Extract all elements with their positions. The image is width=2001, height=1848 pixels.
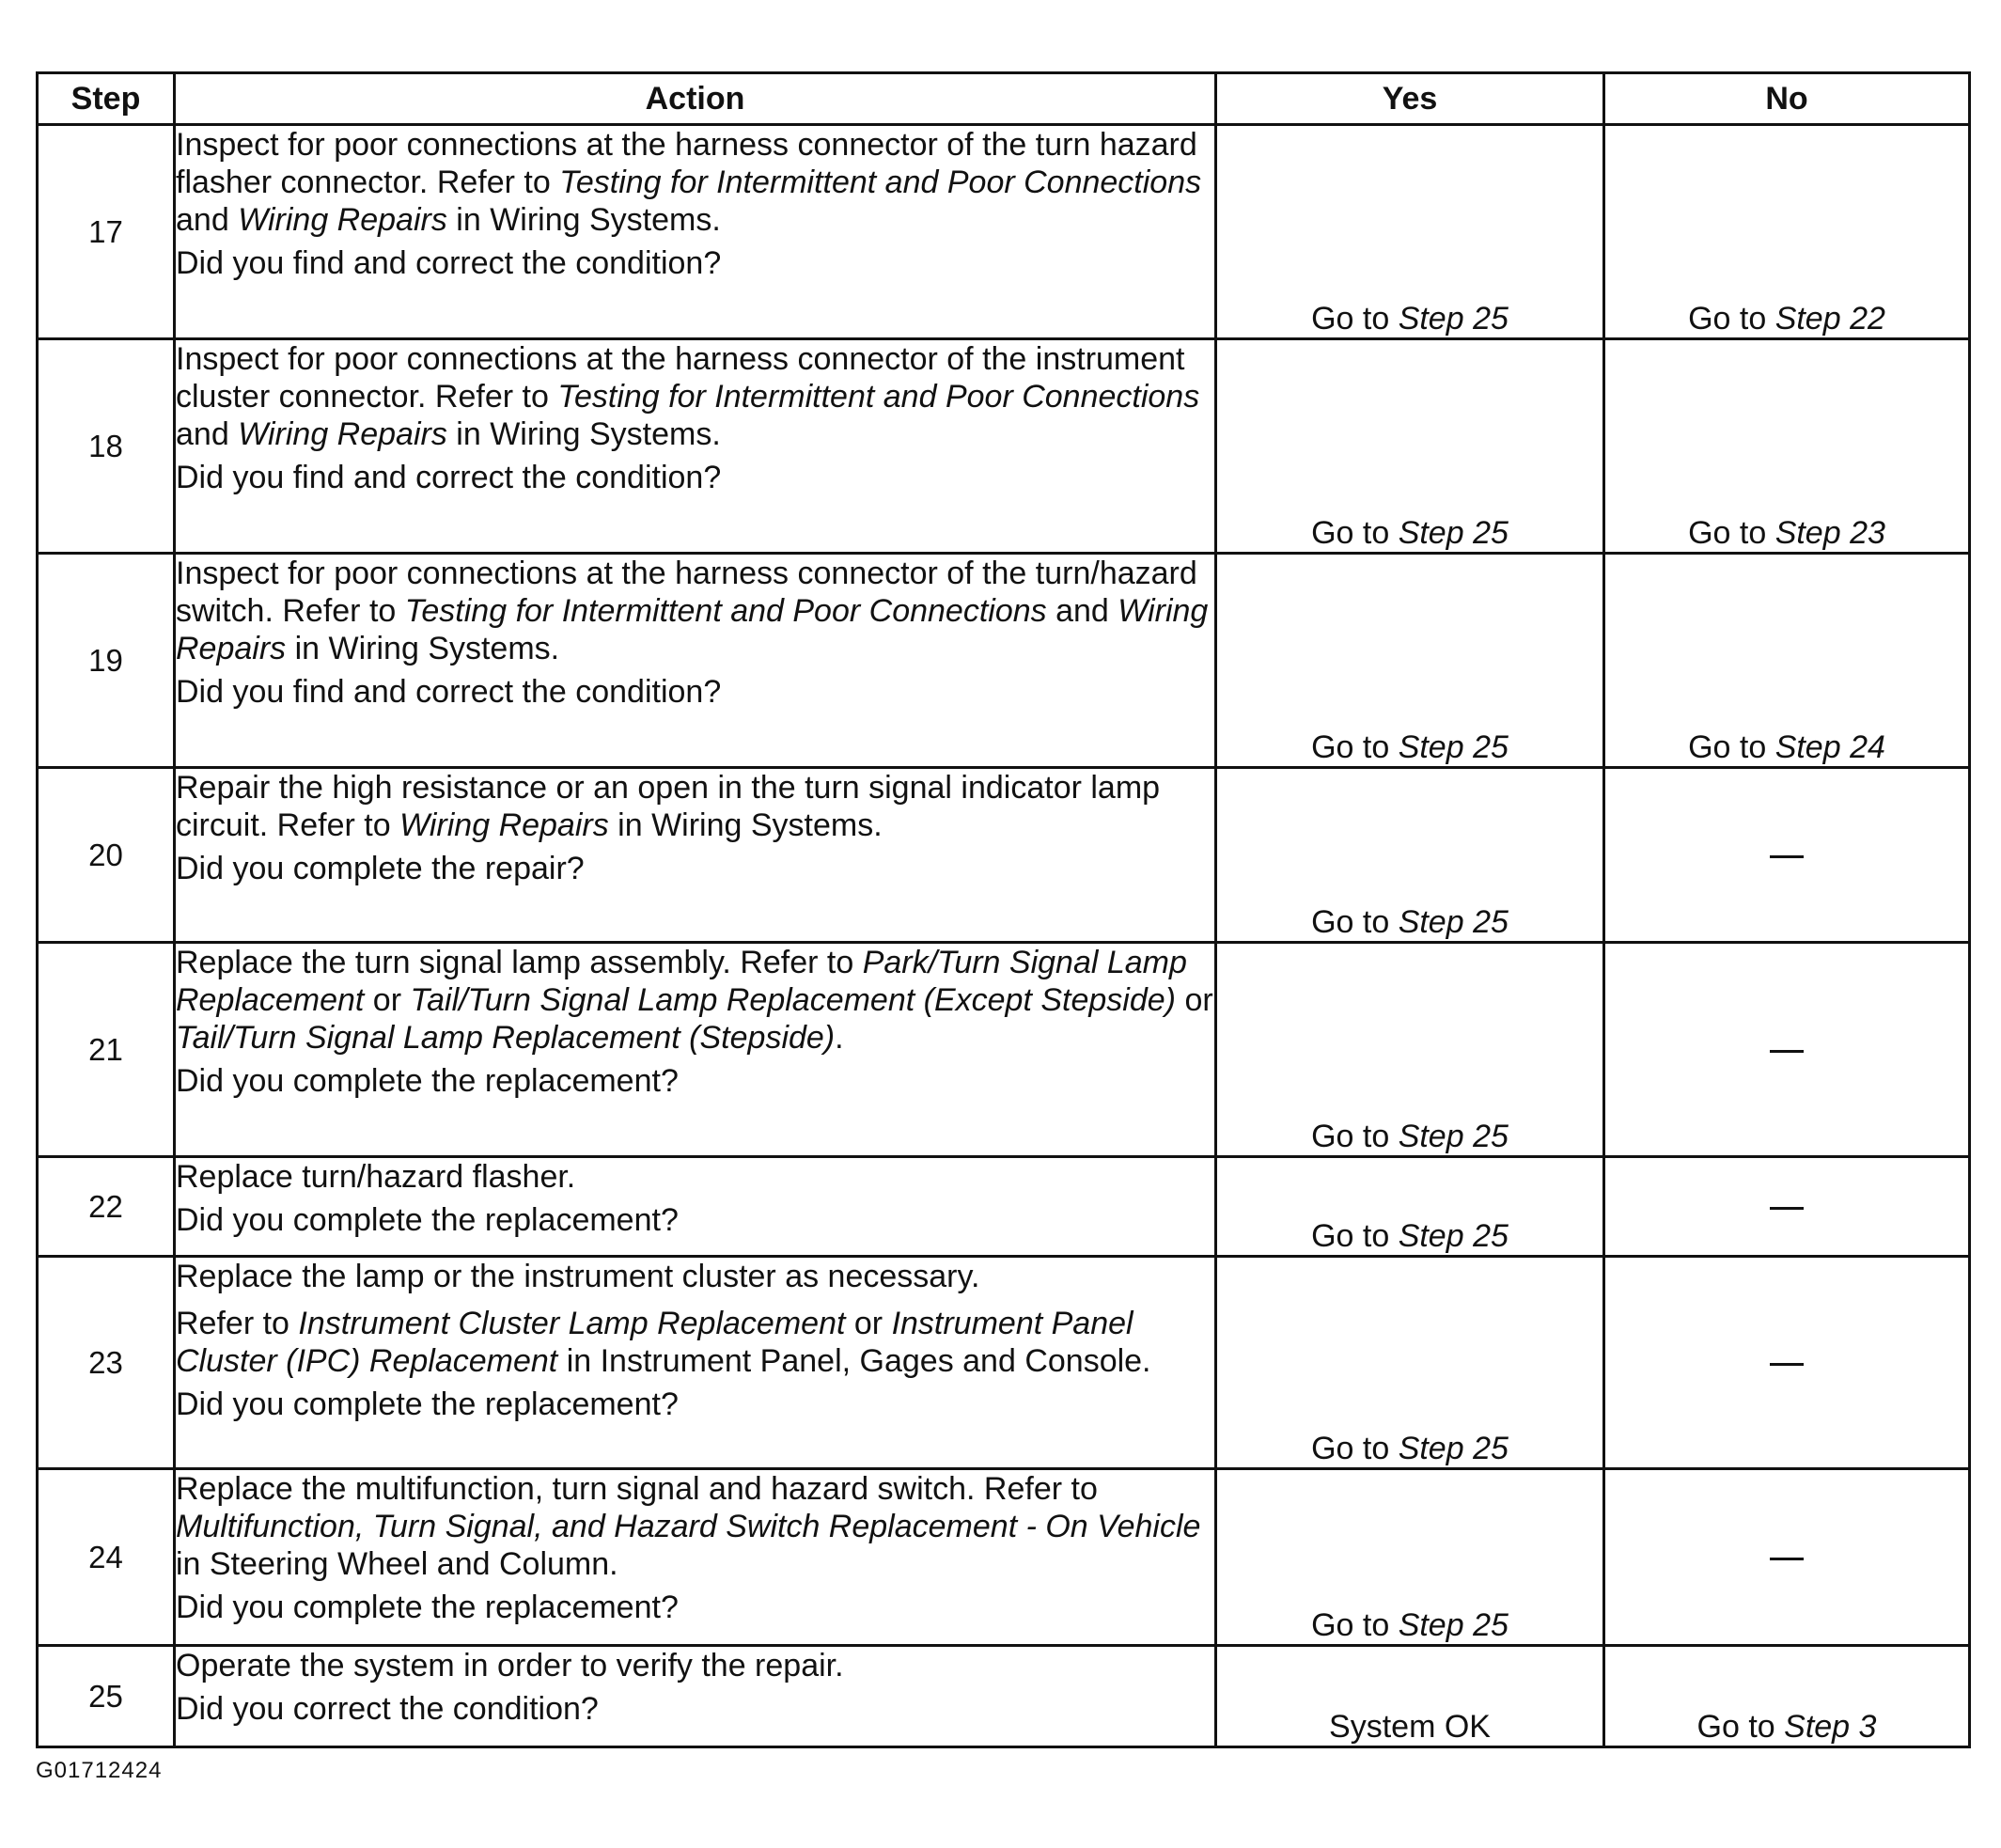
yes-result: System OK: [1216, 1646, 1604, 1747]
figure-id: G01712424: [36, 1758, 163, 1783]
action-question: Did you complete the replacement?: [176, 1202, 679, 1238]
action-text: Repair the high resistance or an open in the turn signal indicator lamp circuit. Refer to Wiring Repairs in Wiring Systems.: [176, 770, 1161, 843]
table-row: [38, 1469, 1970, 1646]
action-text: Inspect for poor connections at the harness connector of the turn/hazard switch. Refer to Testing for Intermittent and Poor Connections and Wiring Repairs in Wiring Systems.: [176, 556, 1209, 666]
action-text: Inspect for poor connections at the harness connector of the turn hazard flasher connector. Refer to Testing for Intermittent and Poor Connections and Wiring Repairs in Wiring Systems.: [176, 127, 1202, 238]
action-paragraphs: [176, 1258, 1214, 1380]
header-row: [38, 73, 1970, 125]
action-text: Replace turn/hazard flasher.: [176, 1159, 576, 1195]
diagnostic-table-container: [36, 71, 1968, 1748]
action-text: Replace the lamp or the instrument cluster as necessary.: [176, 1259, 980, 1294]
yes-result: Go to Step 25: [1216, 1157, 1604, 1257]
action-cell: [175, 125, 1216, 339]
action-text: Replace the turn signal lamp assembly. Refer to Park/Turn Signal Lamp Replacement or Tail/Turn Signal Lamp Replacement (Except Stepside) or Tail/Turn Signal Lamp Replacement (Stepside).: [176, 945, 1213, 1056]
no-result: Go to Step 22: [1604, 125, 1970, 339]
no-result: [1604, 768, 1970, 943]
header-step: Step: [38, 73, 175, 125]
yes-result: Go to Step 25: [1216, 554, 1604, 768]
table-row: [38, 768, 1970, 943]
table-row: [38, 339, 1970, 554]
action-text-secondary: Refer to Instrument Cluster Lamp Replacement or Instrument Panel Cluster (IPC) Replacement in Instrument Panel, Gages and Console.: [176, 1306, 1151, 1379]
table-row: [38, 1157, 1970, 1257]
no-result: Go to Step 24: [1604, 554, 1970, 768]
yes-result: Go to Step 25: [1216, 339, 1604, 554]
header-no: No: [1604, 73, 1970, 125]
step-number: 22: [38, 1157, 175, 1257]
action-cell: [175, 943, 1216, 1157]
step-number: 17: [38, 125, 175, 339]
yes-result: Go to Step 25: [1216, 1469, 1604, 1646]
yes-result: Go to Step 25: [1216, 768, 1604, 943]
action-cell: [175, 554, 1216, 768]
action-question: Did you complete the replacement?: [176, 1590, 679, 1625]
no-result: Go to Step 3: [1604, 1646, 1970, 1747]
action-cell: [175, 1646, 1216, 1747]
action-question: Did you find and correct the condition?: [176, 245, 722, 281]
action-cell: [175, 1157, 1216, 1257]
action-text: Replace the multifunction, turn signal and hazard switch. Refer to Multifunction, Turn Signal, and Hazard Switch Replacement - On Vehicle in Steering Wheel and Column.: [176, 1471, 1201, 1582]
step-number: 23: [38, 1257, 175, 1469]
table-row: [38, 554, 1970, 768]
table-row: [38, 125, 1970, 339]
no-result: Go to Step 23: [1604, 339, 1970, 554]
step-number: 25: [38, 1646, 175, 1747]
action-question: Did you find and correct the condition?: [176, 674, 722, 710]
no-result: [1604, 1469, 1970, 1646]
header-action: Action: [175, 73, 1216, 125]
no-result: [1604, 1257, 1970, 1469]
action-question: Did you complete the replacement?: [176, 1386, 679, 1422]
yes-result: Go to Step 25: [1216, 943, 1604, 1157]
table-row: [38, 1257, 1970, 1469]
step-number: 20: [38, 768, 175, 943]
action-question: Did you complete the replacement?: [176, 1063, 679, 1099]
action-question: Did you correct the condition?: [176, 1691, 599, 1727]
action-cell: [175, 339, 1216, 554]
action-cell: [175, 1469, 1216, 1646]
no-result: [1604, 943, 1970, 1157]
step-number: 19: [38, 554, 175, 768]
action-cell: [175, 1257, 1216, 1469]
action-text: Operate the system in order to verify the repair.: [176, 1648, 844, 1684]
table-row: [38, 1646, 1970, 1747]
action-question: Did you complete the repair?: [176, 851, 585, 886]
no-result: [1604, 1157, 1970, 1257]
action-text: Inspect for poor connections at the harness connector of the instrument cluster connector. Refer to Testing for Intermittent and Poor Connections and Wiring Repairs in Wiring Systems.: [176, 341, 1200, 452]
table-row: [38, 943, 1970, 1157]
step-number: 18: [38, 339, 175, 554]
step-number: 24: [38, 1469, 175, 1646]
yes-result: Go to Step 25: [1216, 1257, 1604, 1469]
diagnostic-table: [36, 71, 1971, 1748]
step-number: 21: [38, 943, 175, 1157]
action-question: Did you find and correct the condition?: [176, 460, 722, 495]
action-cell: [175, 768, 1216, 943]
yes-result: Go to Step 25: [1216, 125, 1604, 339]
header-yes: Yes: [1216, 73, 1604, 125]
